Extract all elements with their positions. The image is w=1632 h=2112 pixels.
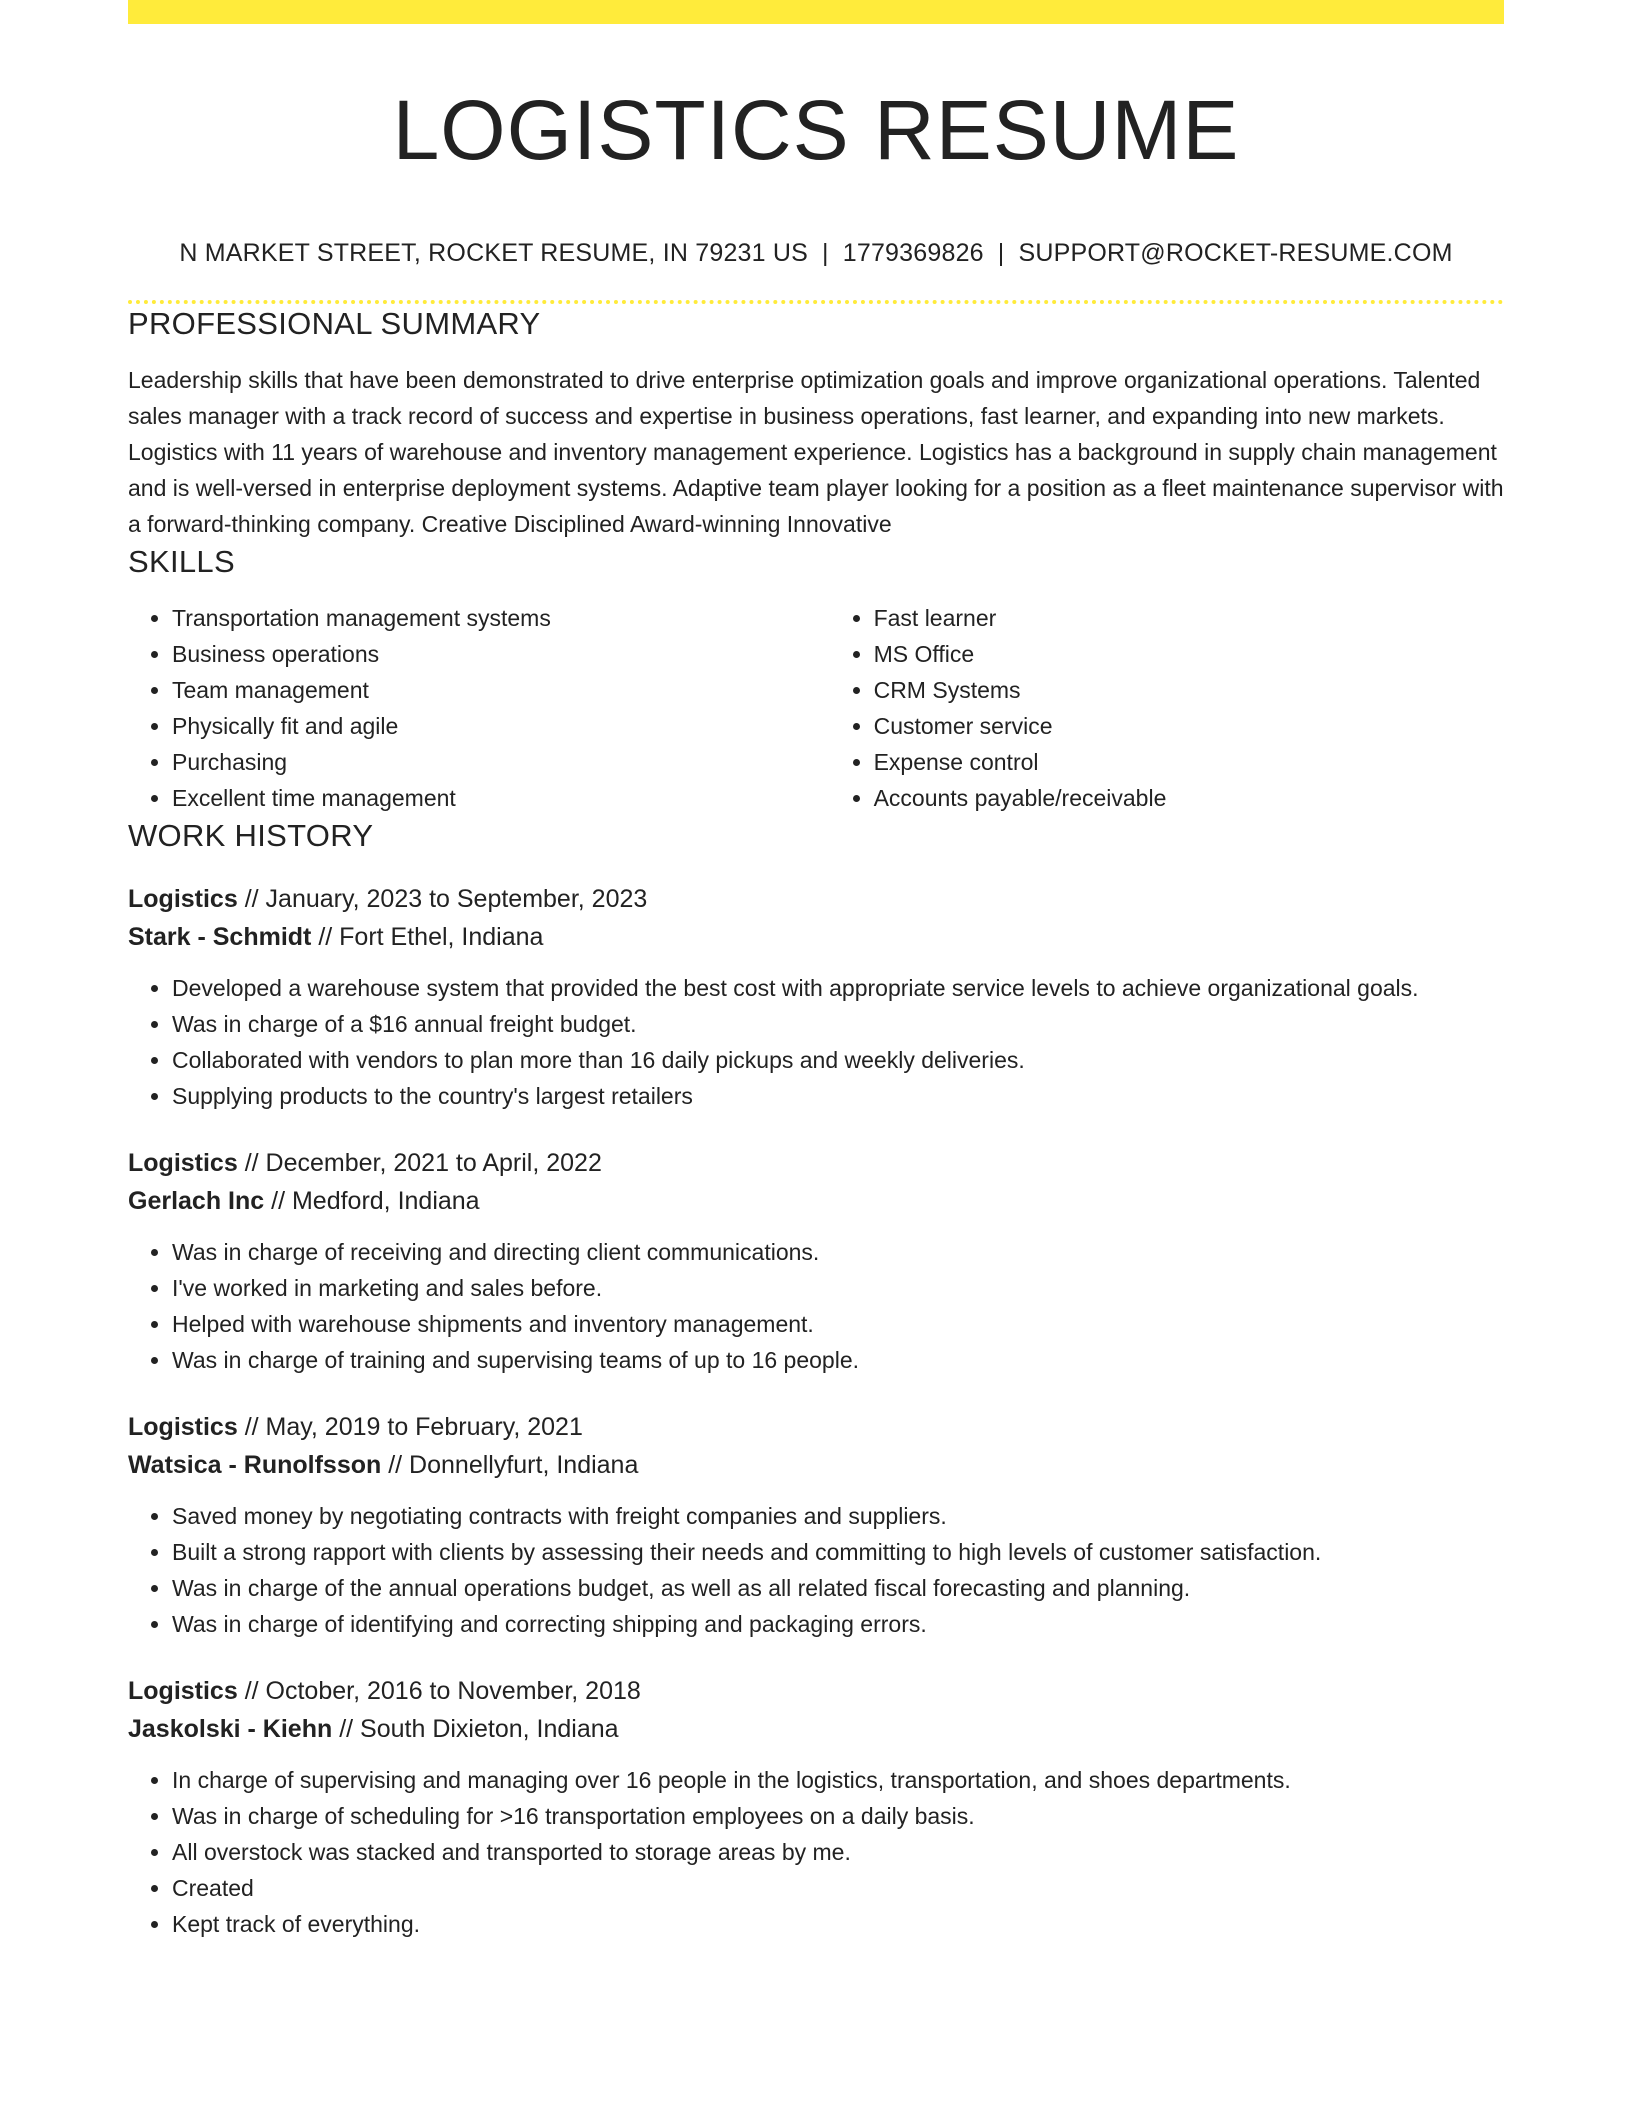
job-bullet: • All overstock was stacked and transported to storage areas by me. — [172, 1834, 1504, 1870]
job-title: Logistics — [128, 1413, 238, 1441]
job-bullet: • Was in charge of a $16 annual freight budget. — [172, 1006, 1504, 1042]
contact-separator: | — [997, 239, 1005, 267]
job-bullet: • Was in charge of the annual operations budget, as well as all related fiscal forecasting and planning. — [172, 1570, 1504, 1606]
job-bullet: • Created — [172, 1870, 1504, 1906]
skill-item: • Accounts payable/receivable — [874, 780, 1504, 816]
job-bullets — [128, 970, 1504, 1114]
contact-line — [128, 236, 1504, 270]
skills-list-right — [830, 600, 1504, 816]
job-bullet: • Was in charge of scheduling for >16 transportation employees on a daily basis. — [172, 1798, 1504, 1834]
job-bullet: • In charge of supervising and managing over 16 people in the logistics, transportation, and shoes departments. — [172, 1762, 1504, 1798]
job-dates: // May, 2019 to February, 2021 — [244, 1413, 583, 1441]
job-title: Logistics — [128, 1149, 238, 1177]
skills-columns — [128, 600, 1504, 816]
contact-separator: | — [822, 239, 829, 267]
job-company: Jaskolski - Kiehn — [128, 1715, 333, 1743]
work-history-heading: WORK HISTORY — [128, 818, 374, 853]
job-bullet: • Helped with warehouse shipments and inventory management. — [172, 1306, 1504, 1342]
job-bullet: • Saved money by negotiating contracts with freight companies and suppliers. — [172, 1498, 1504, 1534]
job-dates: // January, 2023 to September, 2023 — [244, 885, 648, 913]
job-location: // Medford, Indiana — [271, 1187, 480, 1215]
job-entry — [128, 1408, 1504, 1642]
skills-heading: SKILLS — [128, 544, 235, 579]
skill-item: • CRM Systems — [874, 672, 1504, 708]
job-title: Logistics — [128, 1677, 238, 1705]
job-company: Stark - Schmidt — [128, 923, 312, 951]
skills-list-left — [128, 600, 830, 816]
summary-heading: PROFESSIONAL SUMMARY — [128, 306, 541, 341]
contact-address: N MARKET STREET, ROCKET RESUME, IN 79231 US — [179, 239, 809, 267]
job-dates: // December, 2021 to April, 2022 — [244, 1149, 602, 1177]
job-company: Watsica - Runolfsson — [128, 1451, 382, 1479]
summary-text: Leadership skills that have been demonstrated to drive enterprise optimization goals and improve organizational operations. Talented sales manager with a track record of success and expertise in business operations, fast learner, and expanding into new markets. Logistics with 11 years of warehouse and inventory management experience. Logistics has a background in supply chain management and is well-versed in enterprise deployment systems. Adaptive team player looking for a position as a fleet maintenance supervisor with a forward-thinking company. Creative Disciplined Award-winning Innovative — [128, 367, 1504, 537]
job-bullet: • Built a strong rapport with clients by assessing their needs and committing to high levels of customer satisfaction. — [172, 1534, 1504, 1570]
skill-item: • Customer service — [874, 708, 1504, 744]
job-bullet: • Kept track of everything. — [172, 1906, 1504, 1942]
job-entry — [128, 1672, 1504, 1942]
contact-phone: 1779369826 — [842, 239, 984, 267]
job-title: Logistics — [128, 885, 238, 913]
job-company-line — [128, 1710, 1504, 1748]
job-bullets — [128, 1234, 1504, 1378]
job-company-line — [128, 1446, 1504, 1484]
job-bullet: • Was in charge of training and supervising teams of up to 16 people. — [172, 1342, 1504, 1378]
skill-item: • MS Office — [874, 636, 1504, 672]
skill-item: • Team management — [172, 672, 830, 708]
job-location: // Fort Ethel, Indiana — [318, 923, 544, 951]
job-dates: // October, 2016 to November, 2018 — [244, 1677, 641, 1705]
job-title-line — [128, 1408, 1504, 1446]
resume-content — [128, 0, 1504, 1942]
skill-item: • Purchasing — [172, 744, 830, 780]
job-location: // South Dixieton, Indiana — [339, 1715, 619, 1743]
job-company: Gerlach Inc — [128, 1187, 265, 1215]
job-bullets — [128, 1498, 1504, 1642]
skill-item: • Expense control — [874, 744, 1504, 780]
job-company-line — [128, 1182, 1504, 1220]
job-title-line — [128, 1672, 1504, 1710]
job-entry — [128, 880, 1504, 1114]
skill-item: • Physically fit and agile — [172, 708, 830, 744]
job-entry — [128, 1144, 1504, 1378]
skill-item: • Business operations — [172, 636, 830, 672]
job-bullet: • Was in charge of identifying and correcting shipping and packaging errors. — [172, 1606, 1504, 1642]
job-bullet: • Was in charge of receiving and directing client communications. — [172, 1234, 1504, 1270]
contact-email: SUPPORT@ROCKET-RESUME.COM — [1018, 239, 1453, 267]
job-location: // Donnellyfurt, Indiana — [388, 1451, 639, 1479]
skill-item: • Excellent time management — [172, 780, 830, 816]
job-bullet: • Developed a warehouse system that provided the best cost with appropriate service levels to achieve organizational goals. — [172, 970, 1504, 1006]
skill-item: • Transportation management systems — [172, 600, 830, 636]
job-bullet: • Supplying products to the country's largest retailers — [172, 1078, 1504, 1114]
page-title: LOGISTICS RESUME — [392, 83, 1240, 177]
job-bullet: • I've worked in marketing and sales before. — [172, 1270, 1504, 1306]
job-title-line — [128, 880, 1504, 918]
job-company-line — [128, 918, 1504, 956]
skill-item: • Fast learner — [874, 600, 1504, 636]
job-bullets — [128, 1762, 1504, 1942]
job-bullet: • Collaborated with vendors to plan more than 16 daily pickups and weekly deliveries. — [172, 1042, 1504, 1078]
job-title-line — [128, 1144, 1504, 1182]
